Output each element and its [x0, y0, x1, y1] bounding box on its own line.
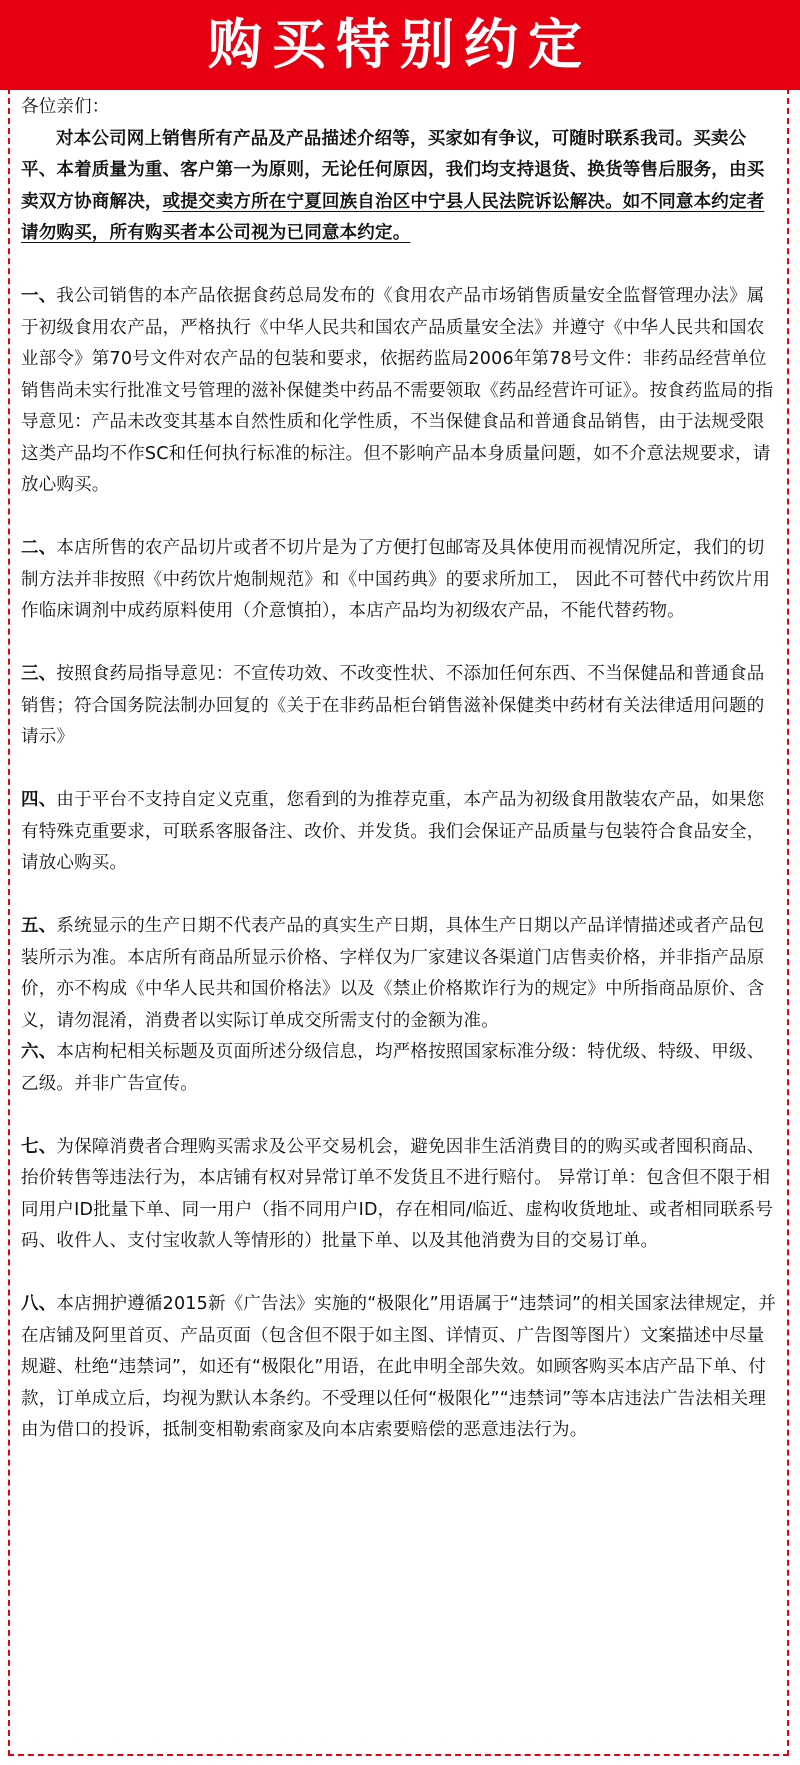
section-5 — [21, 911, 781, 1037]
section-2-text: 本店所售的农产品切片或者不切片是为了方便打包邮寄及具体使用而视情况所定，我们的切制方法并非按照《中药饮片炮制规范》和《中国药典》的要求所加工， 因此不可替代中药饮片用作临床调剂中成药原料使用（介意慎拍），本店产品均为初级农产品，不能代替药物。 — [21, 538, 771, 621]
section-5-text: 系统显示的生产日期不代表产品的真实生产日期，具体生产日期以产品详情描述或者产品包装所示为准。本店所有商品所显示价格、字样仅为厂家建议各渠道门店售卖价格，并非指产品原价，亦不构成《中华人民共和国价格法》以及《禁止价格欺诈行为的规定》中所指商品原价、含义，请勿混淆，消费者以实际订单成交所需支付的金额为准。 — [21, 916, 765, 1031]
section-5-number: 五、 — [21, 916, 57, 936]
page-title: 购买特别约定 — [208, 13, 592, 76]
section-7-text: 为保障消费者合理购买需求及公平交易机会，避免因非生活消费目的的购买或者囤积商品、抬价转售等违法行为，本店铺有权对异常订单不发货且不进行赔付。 异常订单：包含但不限于相同用户ID批量下单、同一用户（指不同用户ID，存在相同/临近、虚构收货地址、或者相同联系号码、收件人、支付宝收款人等情形的）批量下单、以及其他消费为目的交易订单。 — [21, 1136, 774, 1251]
greeting: 各位亲们： — [21, 97, 110, 117]
section-4-number: 四、 — [21, 790, 57, 810]
section-7 — [21, 1132, 781, 1258]
section-8-text: 本店拥护遵循2015新《广告法》实施的“极限化”用语属于“违禁词”的相关国家法律规定，并在店铺及阿里首页、产品页面（包含但不限于如主图、详情页、广告图等图片）文案描述中尽量规避、杜绝“违禁词”，如还有“极限化”用语，在此申明全部失效。如顾客购买本店产品下单、付款，订单成立后，均视为默认本条约。不受理以任何“极限化”“违禁词”等本店违法广告法相关理由为借口的投诉，抵制变相勒索商家及向本店索要赔偿的恶意违法行为。 — [21, 1294, 777, 1440]
intro-text: 对本公司网上销售所有产品及产品描述介绍等，买家如有争议，可随时联系我司。买卖公平、本着质量为重、客户第一为原则，无论任何原因，我们均支持退货、换货等售后服务，由买卖双方协商解决， — [21, 128, 765, 212]
section-1-number: 一、 — [21, 286, 57, 306]
section-4-text: 由于平台不支持自定义克重，您看到的为推荐克重，本产品为初级食用散装农产品，如果您有特殊克重要求，可联系客服备注、改价、并发货。我们会保证产品质量与包装符合食品安全，请放心购买。 — [21, 790, 765, 873]
section-3-number: 三、 — [21, 664, 57, 684]
section-8-number: 八、 — [21, 1294, 57, 1314]
intro-paragraph — [21, 124, 781, 250]
intro-underlined-text: 或提交卖方所在宁夏回族自治区中宁县人民法院诉讼解决。如不同意本约定者请勿购买，所有购买者本公司视为已同意本约定。 — [21, 191, 765, 243]
section-2 — [21, 533, 781, 628]
section-4 — [21, 785, 781, 880]
agreement-content — [21, 92, 781, 1447]
section-1-text: 我公司销售的本产品依据食药总局发布的《食用农产品市场销售质量安全监督管理办法》属于初级食用农产品，严格执行《中华人民共和国农产品质量安全法》并遵守《中华人民共和国农业部令》第70号文件对农产品的包装和要求，依据药监局2006年第78号文件：非药品经营单位销售尚未实行批准文号管理的滋补保健类中药品不需要领取《药品经营许可证》。按食药监局的指导意见：产品未改变其基本自然性质和化学性质，不当保健食品和普通食品销售，由于法规受限这类产品均不作SC和任何执行标准的标注。但不影响产品本身质量问题，如不介意法规要求，请放心购买。 — [21, 286, 774, 495]
section-2-number: 二、 — [21, 538, 57, 558]
section-8 — [21, 1289, 781, 1447]
section-3 — [21, 659, 781, 754]
section-6-text: 本店枸杞相关标题及页面所述分级信息，均严格按照国家标准分级：特优级、特级、甲级、乙级。并非广告宣传。 — [21, 1042, 765, 1094]
page-header — [0, 0, 800, 90]
section-1 — [21, 281, 781, 502]
section-7-number: 七、 — [21, 1136, 57, 1157]
section-6-number: 六、 — [21, 1042, 57, 1062]
section-3-text: 按照食药局指导意见：不宣传功效、不改变性状、不添加任何东西、不当保健品和普通食品销售；符合国务院法制办回复的《关于在非药品柜台销售滋补保健类中药材有关法律适用问题的请示》 — [21, 664, 765, 747]
section-6 — [21, 1037, 781, 1100]
